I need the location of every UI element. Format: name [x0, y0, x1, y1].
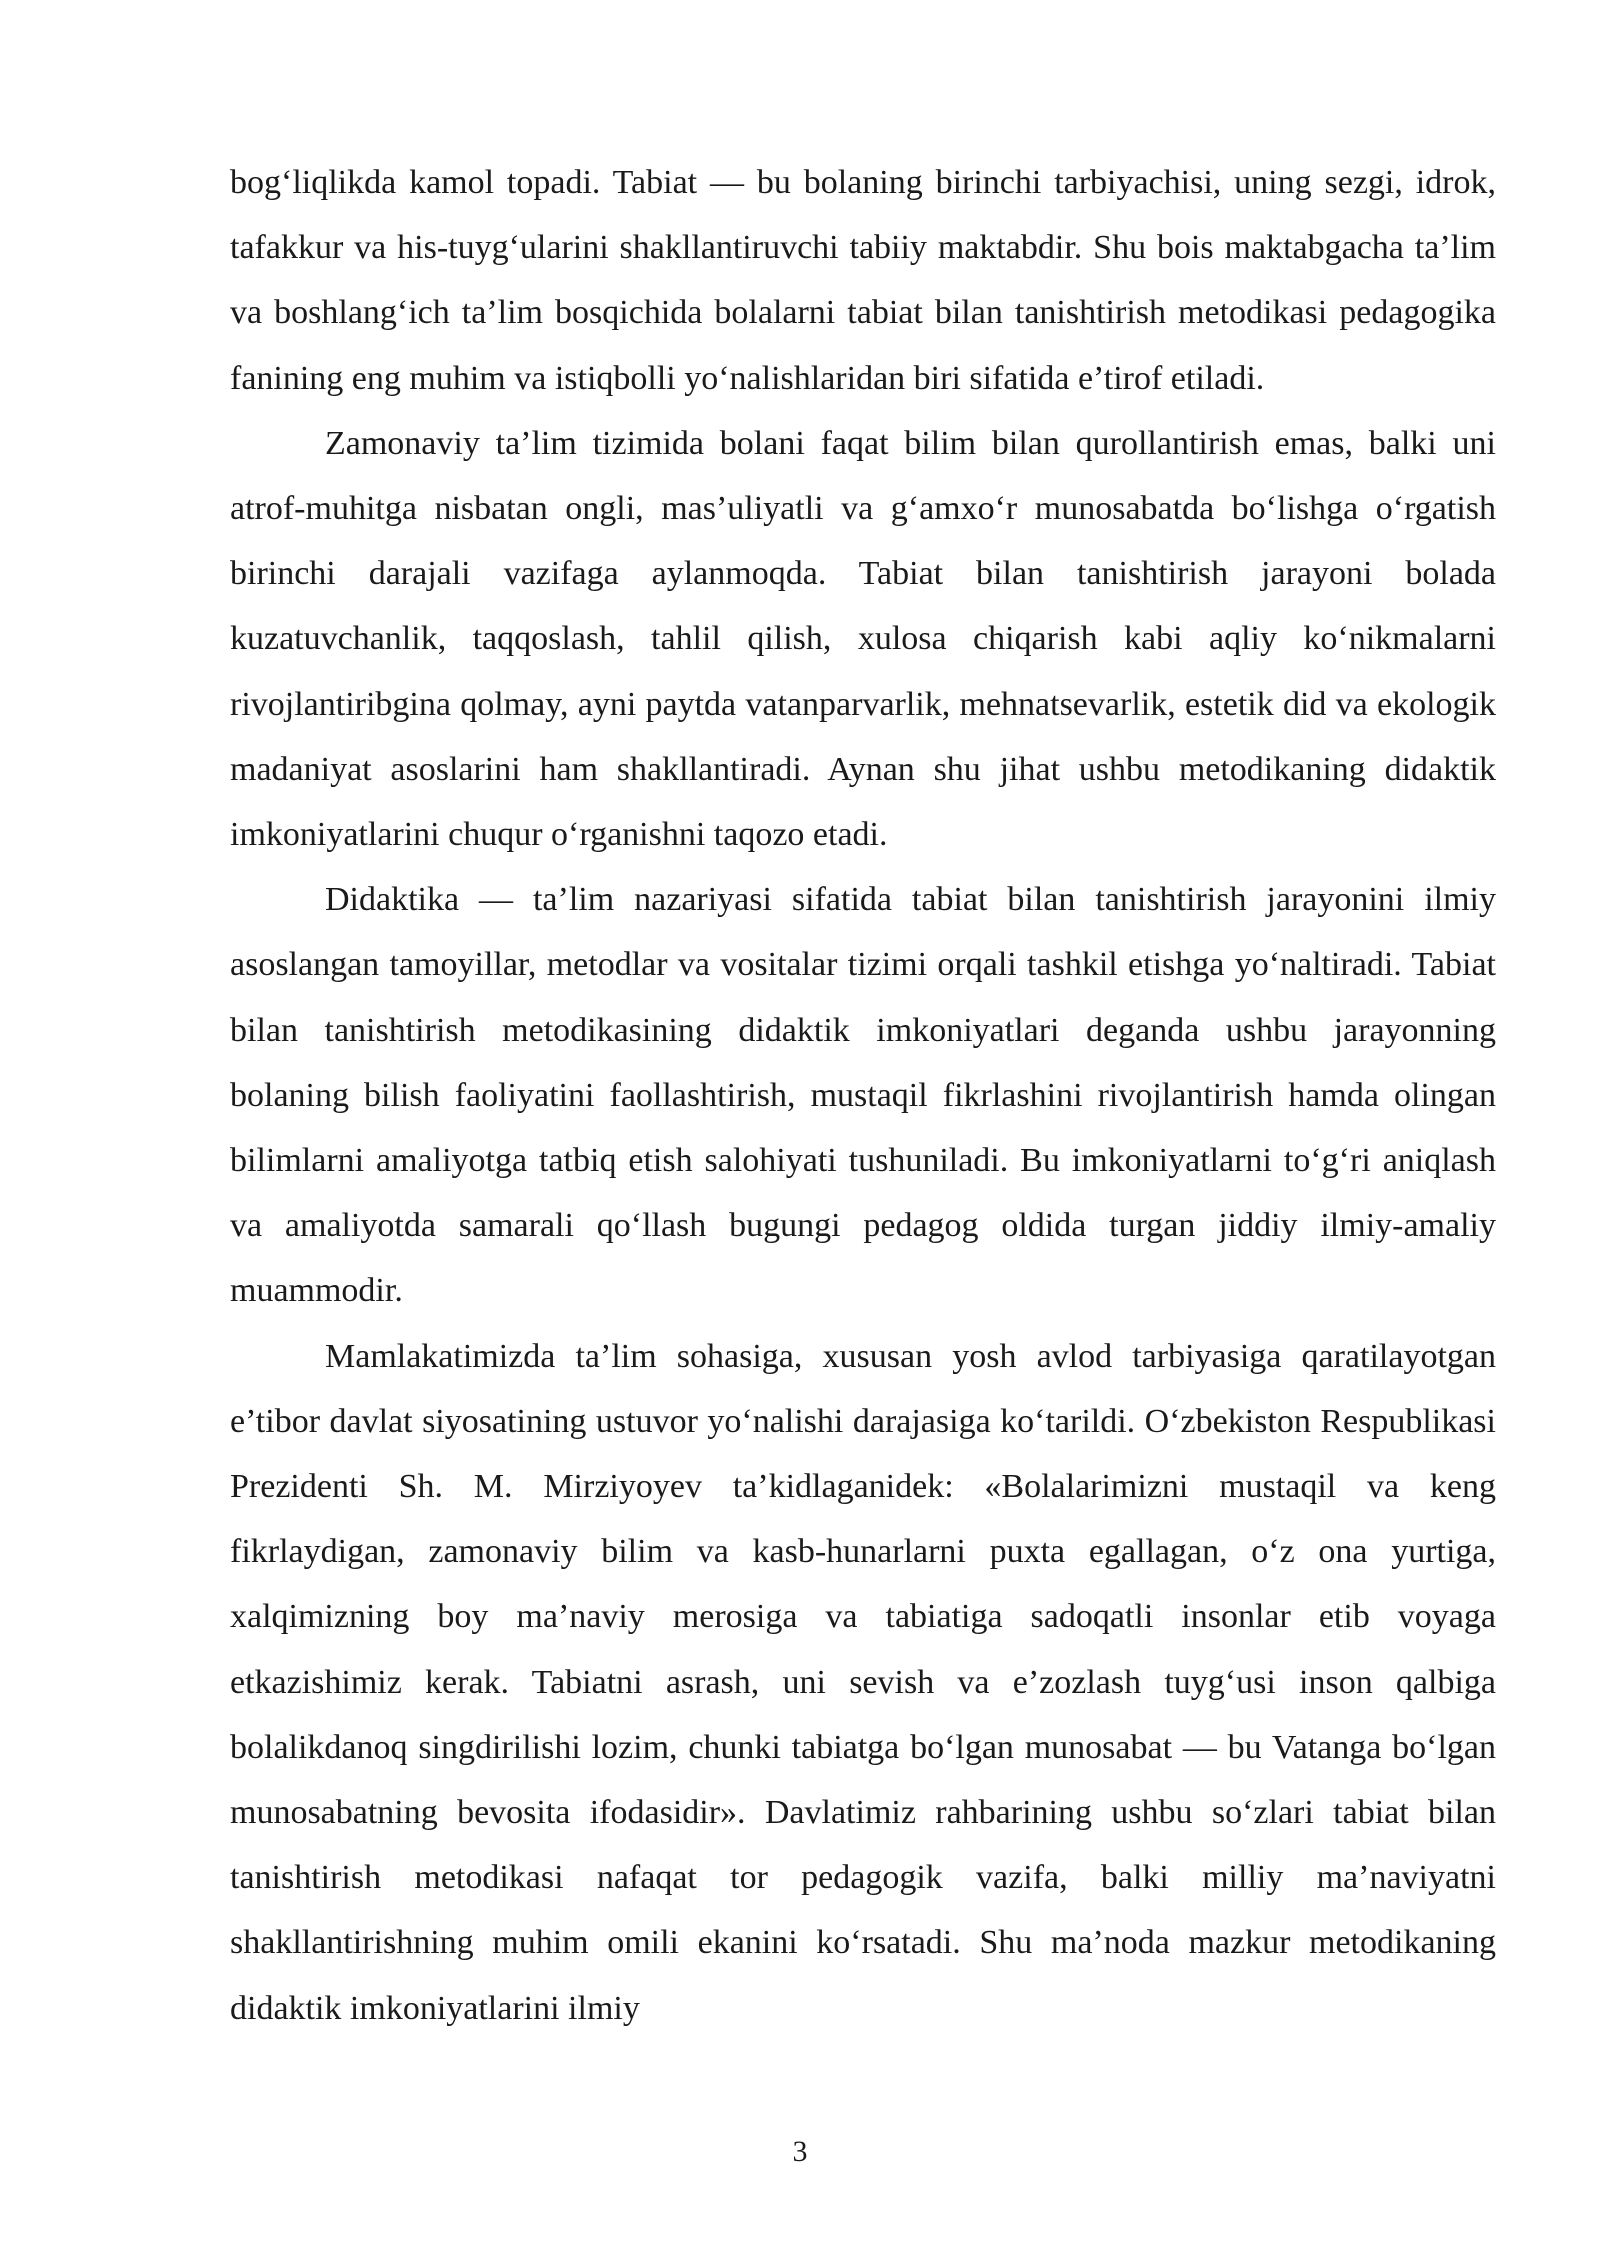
paragraph-4: Mamlakatimizda ta’lim sohasiga, xususan yosh avlod tarbiyasiga qaratilayotgan e’tibor davlat siyosatining ustuvor yo‘nalishi darajasiga ko‘tarildi. O‘zbekiston Respublikasi Prezidenti Sh. M. Mirziyoyev ta’kidlaganidek: «Bolalarimizni mustaqil va keng fikrlaydigan, zamonaviy bilim va kasb-hunarlarni puxta egallagan, o‘z ona yurtiga, xalqimizning boy ma’naviy merosiga va tabiatiga sadoqatli insonlar etib voyaga etkazishimiz kerak. Tabiatni asrash, uni sevish va e’zozlash tuyg‘usi inson qalbiga bolalikdanoq singdirilishi lozim, chunki tabiatga bo‘lgan munosabat — bu Vatanga bo‘lgan munosabatning bevosita ifodasidir». Davlatimiz rahbarining ushbu so‘zlari tabiat bilan tanishtirish metodikasi nafaqat tor pedagogik vazifa, balki milliy ma’naviyatni shakllantirishning muhim omili ekanini ko‘rsatadi. Shu ma’noda mazkur metodikaning didaktik imkoniyatlarini ilmiy: [230, 1337, 1496, 2027]
paragraph-2: Zamonaviy ta’lim tizimida bolani faqat bilim bilan qurollantirish emas, balki uni atrof-muhitga nisbatan ongli, mas’uliyatli va g‘amxo‘r munosabatda bo‘lishga o‘rgatish birinchi darajali vazifaga aylanmoqda. Tabiat bilan tanishtirish jarayoni bolada kuzatuvchanlik, taqqoslash, tahlil qilish, xulosa chiqarish kabi aqliy ko‘nikmalarni rivojlantiribgina qolmay, ayni paytda vatanparvarlik, mehnatsevarlik, estetik did va ekologik madaniyat asoslarini ham shakllantiradi. Aynan shu jihat ushbu metodikaning didaktik imkoniyatlarini chuqur o‘rganishni taqozo etadi.: [230, 424, 1496, 854]
page-number: 3: [792, 2135, 808, 2168]
paragraph-1: bog‘liqlikda kamol topadi. Tabiat — bu bolaning birinchi tarbiyachisi, uning sezgi, idrok, tafakkur va his-tuyg‘ularini shakllantiruvchi tabiiy maktabdir. Shu bois maktabgacha ta’lim va boshlang‘ich ta’lim bosqichida bolalarni tabiat bilan tanishtirish metodikasi pedagogika fanining eng muhim va istiqbolli yo‘nalishlaridan biri sifatida e’tirof etiladi.: [230, 164, 1496, 397]
paragraph-3: Didaktika — ta’lim nazariyasi sifatida tabiat bilan tanishtirish jarayonini ilmiy asoslangan tamoyillar, metodlar va vositalar tizimi orqali tashkil etishga yo‘naltiradi. Tabiat bilan tanishtirish metodikasining didaktik imkoniyatlari deganda ushbu jarayonning bolaning bilish faoliyatini faollashtirish, mustaqil fikrlashini rivojlantirish hamda olingan bilimlarni amaliyotga tatbiq etish salohiyati tushuniladi. Bu imkoniyatlarni to‘g‘ri aniqlash va amaliyotda samarali qo‘llash bugungi pedagog oldida turgan jiddiy ilmiy-amaliy muammodir.: [230, 881, 1496, 1310]
body-text: [230, 150, 1496, 2041]
